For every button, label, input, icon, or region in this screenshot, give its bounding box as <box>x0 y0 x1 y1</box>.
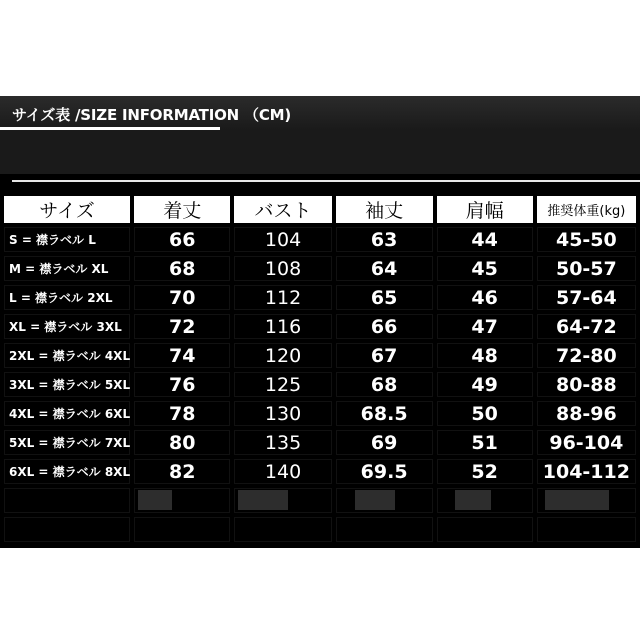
table-row <box>4 430 636 455</box>
cell-bust: 130 <box>234 401 331 426</box>
cell-sleeve: 67 <box>336 343 433 368</box>
placeholder-block <box>355 490 395 510</box>
cell-shoulder: 45 <box>437 256 533 281</box>
table-row <box>4 372 636 397</box>
table-row <box>4 227 636 252</box>
table-row <box>4 256 636 281</box>
empty-row <box>4 488 636 513</box>
header-length: 着丈 <box>134 196 230 223</box>
cell-length: 80 <box>134 430 230 455</box>
header-sleeve: 袖丈 <box>336 196 433 223</box>
size-table <box>0 192 640 546</box>
empty-cell <box>234 517 331 542</box>
cell-weight: 96-104 <box>537 430 636 455</box>
cell-length: 70 <box>134 285 230 310</box>
cell-size: 2XL = 襟ラベル 4XL <box>4 343 130 368</box>
cell-size: XL = 襟ラベル 3XL <box>4 314 130 339</box>
cell-sleeve: 63 <box>336 227 433 252</box>
cell-size: 6XL = 襟ラベル 8XL <box>4 459 130 484</box>
cell-length: 68 <box>134 256 230 281</box>
cell-shoulder: 52 <box>437 459 533 484</box>
placeholder-block <box>238 490 288 510</box>
cell-shoulder: 47 <box>437 314 533 339</box>
placeholder-block <box>138 490 172 510</box>
separator-line <box>12 180 640 182</box>
sub-band <box>0 130 640 174</box>
empty-cell <box>4 517 130 542</box>
empty-cell <box>336 517 433 542</box>
cell-size: 3XL = 襟ラベル 5XL <box>4 372 130 397</box>
cell-weight: 88-96 <box>537 401 636 426</box>
cell-weight: 64-72 <box>537 314 636 339</box>
header-weight: 推奨体重(kg) <box>537 196 636 223</box>
table-row <box>4 343 636 368</box>
cell-size: 4XL = 襟ラベル 6XL <box>4 401 130 426</box>
cell-shoulder: 49 <box>437 372 533 397</box>
header-shoulder: 肩幅 <box>437 196 533 223</box>
empty-cell <box>537 517 636 542</box>
cell-length: 74 <box>134 343 230 368</box>
cell-bust: 125 <box>234 372 331 397</box>
cell-bust: 116 <box>234 314 331 339</box>
title-bar <box>0 96 640 130</box>
cell-shoulder: 50 <box>437 401 533 426</box>
cell-shoulder: 51 <box>437 430 533 455</box>
cell-shoulder: 44 <box>437 227 533 252</box>
cell-length: 72 <box>134 314 230 339</box>
cell-sleeve: 65 <box>336 285 433 310</box>
empty-row <box>4 517 636 542</box>
cell-sleeve: 66 <box>336 314 433 339</box>
cell-weight: 72-80 <box>537 343 636 368</box>
page-title: サイズ表 /SIZE INFORMATION （CM) <box>12 106 292 124</box>
cell-length: 76 <box>134 372 230 397</box>
placeholder-block <box>545 490 609 510</box>
cell-sleeve: 68 <box>336 372 433 397</box>
table-row <box>4 314 636 339</box>
table-row <box>4 285 636 310</box>
cell-weight: 45-50 <box>537 227 636 252</box>
cell-bust: 104 <box>234 227 331 252</box>
cell-size: L = 襟ラベル 2XL <box>4 285 130 310</box>
cell-weight: 104-112 <box>537 459 636 484</box>
cell-weight: 57-64 <box>537 285 636 310</box>
cell-size: 5XL = 襟ラベル 7XL <box>4 430 130 455</box>
cell-sleeve: 69.5 <box>336 459 433 484</box>
cell-length: 66 <box>134 227 230 252</box>
placeholder-block <box>455 490 491 510</box>
empty-cell <box>134 517 230 542</box>
cell-length: 78 <box>134 401 230 426</box>
size-chart-panel <box>0 96 640 548</box>
cell-size: M = 襟ラベル XL <box>4 256 130 281</box>
empty-cell <box>437 517 533 542</box>
cell-shoulder: 48 <box>437 343 533 368</box>
empty-cell <box>4 488 130 513</box>
table-header-row <box>4 196 636 223</box>
cell-bust: 140 <box>234 459 331 484</box>
cell-sleeve: 68.5 <box>336 401 433 426</box>
cell-bust: 112 <box>234 285 331 310</box>
table-row <box>4 459 636 484</box>
cell-length: 82 <box>134 459 230 484</box>
cell-weight: 50-57 <box>537 256 636 281</box>
table-row <box>4 401 636 426</box>
cell-sleeve: 64 <box>336 256 433 281</box>
cell-bust: 120 <box>234 343 331 368</box>
header-bust: バスト <box>234 196 331 223</box>
cell-bust: 108 <box>234 256 331 281</box>
cell-weight: 80-88 <box>537 372 636 397</box>
header-size: サイズ <box>4 196 130 223</box>
cell-sleeve: 69 <box>336 430 433 455</box>
cell-shoulder: 46 <box>437 285 533 310</box>
cell-bust: 135 <box>234 430 331 455</box>
cell-size: S = 襟ラベル L <box>4 227 130 252</box>
